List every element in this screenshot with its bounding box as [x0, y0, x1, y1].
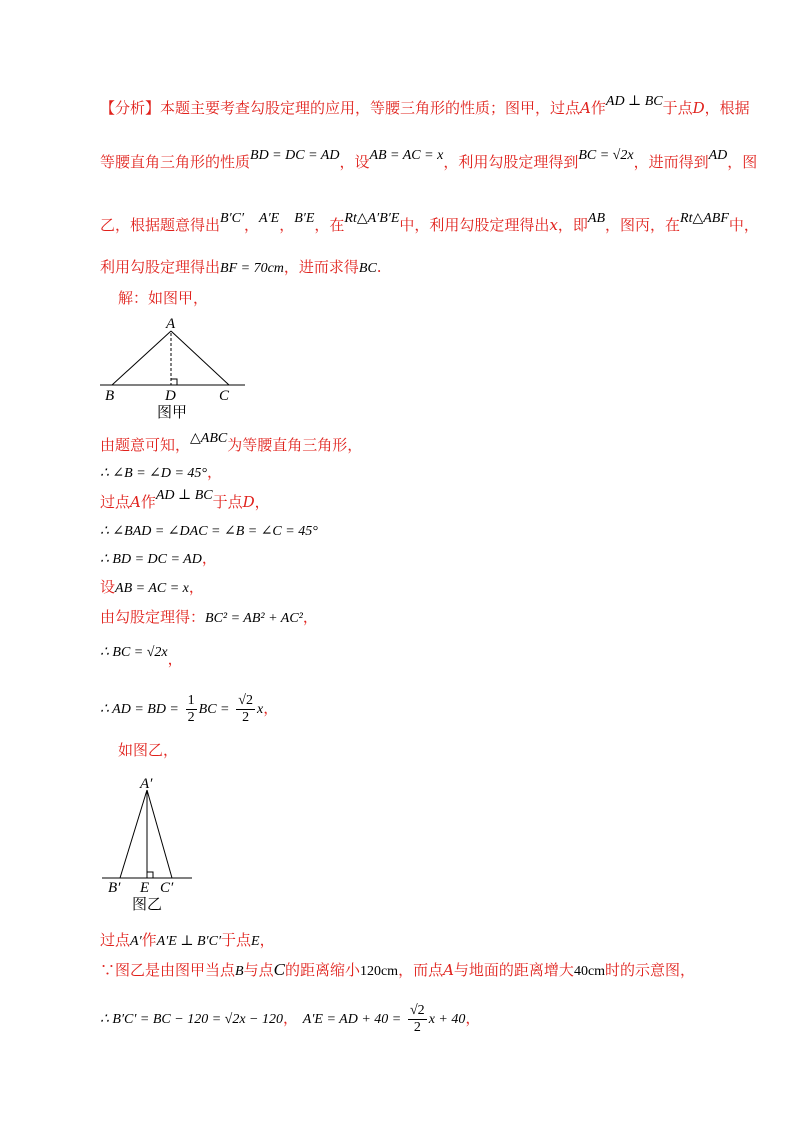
solution-text: ， [201, 549, 217, 567]
math-expression: BC = √2x [578, 148, 634, 163]
solution-text: ， [207, 463, 223, 481]
fraction-numerator: 1 [187, 692, 195, 708]
math-expression: E [251, 934, 260, 949]
solution-text: 过点 [100, 931, 131, 949]
math-expression: Rt△A′B′E [344, 211, 400, 226]
solution-text: ， [263, 699, 279, 717]
solution-text: 设 [100, 578, 116, 596]
point-label: A [130, 493, 141, 511]
solution-text: ， [167, 650, 183, 668]
solution-text: 时的示意图， [605, 961, 696, 979]
math-expression: x + 40 [428, 1012, 466, 1027]
math-expression: ∴ BC = √2x [100, 645, 168, 660]
math-expression: Rt△ABF [680, 211, 729, 226]
point-label: C [273, 960, 285, 979]
analysis-text: ，图 [727, 153, 758, 171]
analysis-text: ， [244, 216, 260, 234]
solution-text: ∵图乙是由图甲当点 [100, 961, 236, 979]
solution-line-1 [100, 431, 363, 457]
solution-line-5 [100, 548, 217, 570]
math-expression: ∴ ∠BAD = ∠DAC = ∠B = ∠C = 45° [100, 524, 318, 539]
math-expression: △ABC [190, 431, 228, 446]
fraction-numerator: √2 [238, 692, 253, 708]
math-expression: A′E = AD + 40 = [302, 1012, 402, 1027]
math-expression: B′E [294, 211, 315, 226]
side-ab [120, 790, 147, 878]
analysis-text: 作 [590, 99, 606, 117]
solution-intro: 解：如图甲， [118, 289, 209, 307]
fraction-one-half [186, 693, 197, 726]
solution-line-6 [100, 577, 204, 599]
side-ab [112, 331, 171, 385]
solution-text: 于点 [221, 931, 252, 949]
variable-label: x [549, 216, 558, 234]
analysis-line-2 [100, 148, 758, 174]
math-expression: ∴ BD = DC = AD [100, 552, 202, 567]
math-expression: BD = DC = AD [250, 148, 340, 163]
label-b-prime: B′ [108, 880, 121, 896]
label-a-prime: A′ [140, 776, 153, 792]
analysis-text: ，进而求得 [283, 258, 359, 276]
analysis-text: 中，利用勾股定理得出 [399, 216, 550, 234]
fraction-numerator: √2 [410, 1002, 425, 1018]
solution-line-7 [100, 607, 318, 629]
solution-intro-2: 如图乙， [118, 741, 179, 759]
analysis-text: 乙，根据题意得出 [100, 216, 221, 234]
right-angle-mark [171, 379, 177, 385]
label-a: A [166, 318, 176, 332]
solution-text: 与地面的距离增大 [453, 961, 574, 979]
solution-line-3 [100, 488, 270, 514]
math-expression: A′ [130, 934, 142, 949]
analysis-text: ， [279, 216, 295, 234]
math-expression: x [256, 702, 264, 717]
point-label: D [242, 493, 255, 511]
math-expression: ∴ B′C′ = BC − 120 = √2x − 120 [100, 1012, 283, 1027]
solution-text: 作 [141, 931, 157, 949]
solution-text: 由勾股定理得： [100, 608, 206, 626]
solution-text: 由题意可知， [100, 436, 191, 454]
figure-caption: 图乙 [132, 897, 163, 913]
analysis-text: 等腰直角三角形的性质 [100, 153, 251, 171]
solution-text: 作 [140, 493, 156, 511]
right-angle-mark [147, 872, 153, 878]
solution-line-8 [100, 641, 183, 668]
solution-text: 与点 [243, 961, 274, 979]
analysis-tag: 【分析】 [100, 99, 161, 117]
solution-text: ，而点 [398, 961, 444, 979]
solution-text: ， [283, 1009, 299, 1027]
solution-line-12 [100, 1000, 480, 1038]
analysis-line-3 [100, 211, 759, 237]
analysis-text: ，即 [557, 216, 588, 234]
analysis-text: ，利用勾股定理得到 [443, 153, 579, 171]
analysis-line-4 [100, 257, 382, 279]
math-expression: AB = AC = x [369, 148, 444, 163]
fraction-root2-over-2 [408, 1003, 427, 1036]
analysis-line-1 [100, 94, 750, 120]
math-expression: AD [708, 148, 728, 163]
math-expression: BF = 70cm [220, 261, 284, 276]
analysis-text: ，进而得到 [633, 153, 709, 171]
label-b: B [105, 388, 115, 404]
math-expression: A′E ⊥ B′C′ [156, 934, 222, 949]
math-expression: 40cm [573, 964, 606, 979]
solution-line-9 [100, 690, 278, 728]
solution-text: ， [254, 493, 270, 511]
analysis-text: 于点 [662, 99, 693, 117]
analysis-text: 中， [728, 216, 759, 234]
math-expression: AD ⊥ BC [155, 488, 213, 503]
fraction-denominator: 2 [242, 709, 250, 725]
label-e: E [140, 880, 150, 896]
label-d: D [165, 388, 176, 404]
analysis-text: ，在 [314, 216, 345, 234]
math-expression: ∴ ∠B = ∠D = 45° [100, 466, 208, 481]
solution-text: 的距离缩小 [284, 961, 360, 979]
math-expression: BC² = AB² + AC² [205, 611, 303, 626]
point-label: D [692, 99, 705, 117]
math-expression: BC = [198, 702, 230, 717]
solution-text: 过点 [100, 493, 131, 511]
math-expression: ∴ AD = BD = [100, 702, 179, 717]
solution-text: ， [259, 931, 275, 949]
figure-caption: 图甲 [157, 405, 188, 421]
math-expression: AB = AC = x [115, 581, 189, 596]
solution-text: ， [188, 578, 204, 596]
side-ac [147, 790, 172, 878]
math-expression: AD ⊥ BC [605, 94, 663, 109]
point-label: A [580, 99, 591, 117]
analysis-text: ，设 [339, 153, 370, 171]
math-expression: A′E [259, 211, 280, 226]
fraction-denominator: 2 [413, 1019, 421, 1035]
math-expression: B′C′ [220, 211, 245, 226]
analysis-text: ，图丙，在 [605, 216, 681, 234]
solution-line-2 [100, 462, 222, 484]
figure-yi [100, 770, 200, 915]
solution-text: 为等腰直角三角形， [227, 436, 363, 454]
side-ac [171, 331, 229, 385]
fraction-denominator: 2 [187, 709, 195, 725]
fraction-root2-over-2 [236, 693, 255, 726]
math-expression: AB [587, 211, 606, 226]
figure-jia [95, 318, 255, 424]
analysis-text: ，根据 [704, 99, 750, 117]
math-expression: BC [358, 261, 377, 276]
point-label: B [235, 964, 244, 979]
solution-text: 于点 [212, 493, 243, 511]
label-c-prime: C′ [160, 880, 174, 896]
analysis-text: 本题主要考查勾股定理的应用，等腰三角形的性质；图甲，过点 [160, 99, 581, 117]
solution-text: ， [302, 608, 318, 626]
solution-line-11 [100, 960, 695, 982]
analysis-text: 利用勾股定理得出 [100, 258, 221, 276]
point-label: A [443, 961, 454, 979]
label-c: C [219, 388, 230, 404]
solution-line-10 [100, 930, 275, 952]
solution-line-4 [100, 520, 318, 542]
math-expression: 120cm [359, 964, 399, 979]
solution-text: ， [465, 1009, 481, 1027]
analysis-text: . [376, 258, 382, 276]
